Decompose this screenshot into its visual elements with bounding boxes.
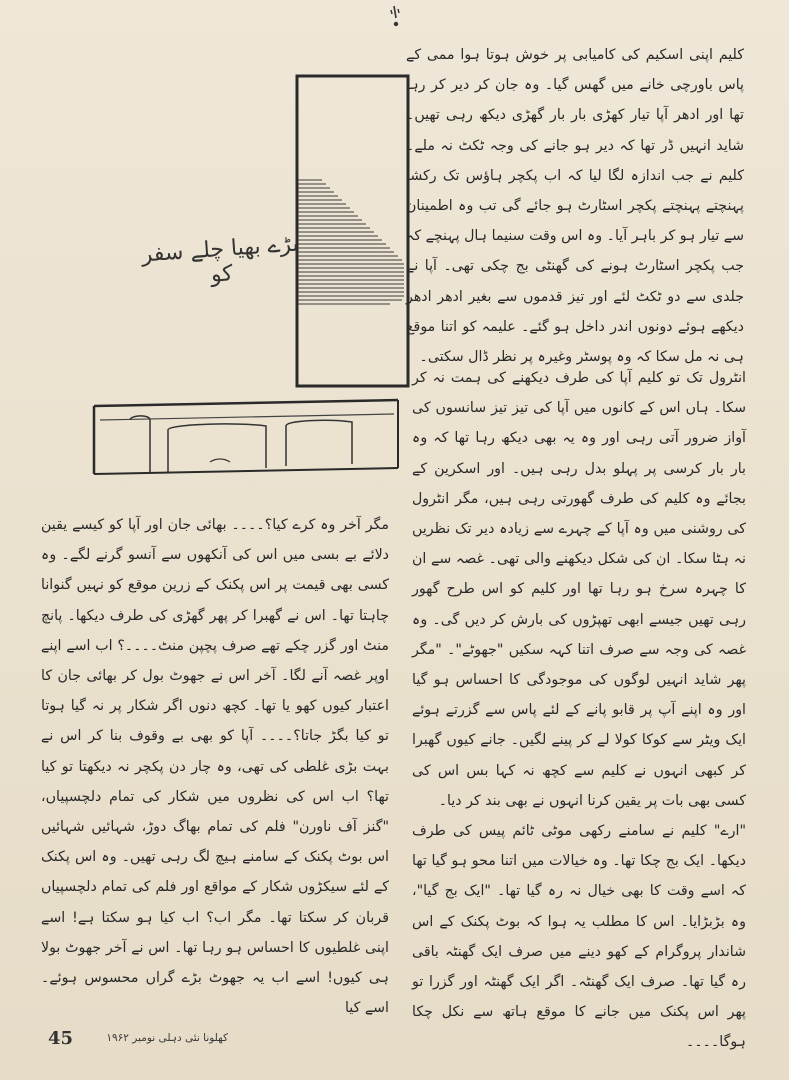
text-column-right-bottom: [412, 363, 746, 1058]
page-footer: [48, 1028, 268, 1052]
ink-mark-icon: [380, 4, 410, 32]
text-column-right-top: [406, 40, 744, 372]
paragraph: کلیم اپنی اسکیم کی کامیابی پر خوش ہوتا ہوا ممی کے پاس باورچی خانے میں گھس گیا۔ وہ جان کر دیر کر رہا تھا اور ادھر آپا تیار کھڑی بار بار گھڑی دیکھ رہی تھیں۔ شاید انہیں ڈر تھا کہ دیر ہو جانے کی وجہ ٹکٹ نہ ملے۔ کلیم نے جب اندازہ لگا لیا کہ اب پکچر ہاؤس تک رکشا پہنچتے پہنچتے پکچر اسٹارٹ ہو جائے گی تب وہ اطمینان سے تیار ہو کر باہر آیا۔ وہ اس وقت سنیما ہال پہنچے کہ جب پکچر اسٹارٹ ہونے کی گھنٹی بج چکی تھی۔ آپا نے جلدی سے دو ٹکٹ لئے اور تیز قدموں سے بغیر ادھر ادھر دیکھے ہوئے دونوں اندر داخل ہو گئے۔ علیمہ کو اتنا موقع ہی نہ مل سکا کہ وہ پوسٹر وغیرہ پر نظر ڈال سکتی۔: [406, 47, 744, 366]
text-column-left: [41, 510, 389, 1023]
paragraph: انٹرول تک تو کلیم آپا کی طرف دیکھنے کی ہمت نہ کر سکا۔ ہاں اس کے کانوں میں آپا کی تیز تیز سانسوں کی آواز ضرور آتی رہی اور وہ یہ بھی دیکھ رہا تھا کہ وہ بار بار کرسی پر پہلو بدل رہی ہیں۔ اور اسکرین کے بجائے وہ کلیم کی طرف گھورتی رہی ہیں، مگر انٹرول کی روشنی میں وہ آپا کے چہرے سے زیادہ دیر تک نظریں نہ ہٹا سکا۔ ان کی شکل دیکھنے والی تھی۔ غصہ سے ان کا چہرہ سرخ ہو رہا تھا اور کلیم کو اس طرح گھور رہی تھیں جیسے ابھی تھپڑوں کی بارش کر دیں گی۔ وہ غصہ کی وجہ سے صرف اتنا کہہ سکیں "جھوٹے"۔ "مگر پھر شاید انہیں لوگوں کی موجودگی کا احساس ہو گیا اور وہ اپنے آپ پر قابو پانے کے لئے پاس سے گزرتے ہوئے ایک ویٹر سے کوکا کولا لے کر پینے لگیں۔ جانے کیوں گھبرا کر کبھی انہوں نے کلیم سے کچھ نہ کہا بس اس کی کسی بھی بات پر یقین کرنا انہوں نے بھی بند کر دیا۔: [412, 370, 746, 809]
page-number: 45: [48, 1028, 74, 1049]
magazine-issue: کھلونا نئی دہلی نومبر ۱۹۶۲: [106, 1032, 228, 1044]
paragraph: "ارے" کلیم نے سامنے رکھی موٹی ٹائم پیس کی طرف دیکھا۔ ایک بج چکا تھا۔ وہ خیالات میں اتنا محو ہو گیا تھا کہ اسے وقت کا بھی خیال نہ رہ گیا تھا۔ "ایک بج گیا"، وہ بڑبڑایا۔ اس کا مطلب یہ ہوا کہ بوٹ پکنک کے اس شاندار پروگرام کے کھو دینے میں صرف ایک گھنٹہ باقی رہ گیا تھا۔ صرف ایک گھنٹہ۔ اگر ایک گھنٹہ اور گزرا تو پھر اس پکنک میں جانے کا موقع ہاتھ سے نکل چکا ہوگا۔۔۔۔: [412, 823, 746, 1051]
story-title: بڑے بھیا چلے سفر کو: [140, 231, 300, 288]
paragraph: مگر آخر وہ کرے کیا؟۔۔۔۔ بھائی جان اور آپا کو کیسے یقین دلائے بے بسی میں اس کی آنکھوں سے آنسو گرنے لگے۔ وہ کسی بھی قیمت پر اس پکنک کے زرین موقع کو نہیں گنوانا چاہتا تھا۔ اس نے گھبرا کر پھر گھڑی کی طرف دیکھا۔ پانچ منٹ اور گزر چکے تھے صرف پچپن منٹ۔۔۔۔؟ اب اسے اپنے اوپر غصہ آنے لگا۔ آخر اس نے جھوٹ بول کر بھائی جان کا اعتبار کیوں کھو یا تھا۔ کچھ دنوں اگر شکار پر نہ گیا ہوتا تو کیا بگڑ جاتا؟۔۔۔۔ آپا کو بھی بے وقوف بنا کر اس نے بہت بڑی غلطی کی تھی، وہ چار دن پکچر نہ دیکھتا تو کیا تھا؟ اب اس کی نظروں میں شکار کی تمام دلچسپیاں، "گنز آف ناورن" فلم کی تمام بھاگ دوڑ، شہائیں شہائیں اس بوٹ پکنک کے سامنے ہیچ لگ رہی تھیں۔ وہ اس پکنک کے لئے سیکڑوں شکار کے مواقع اور فلم کی تمام دلچسپیاں قربان کر سکتا تھا۔ مگر اب؟ اب کیا ہو سکتا ہے! اسے اپنی غلطیوں کا احساس ہو رہا تھا۔ اس نے آخر جھوٹ بولا ہی کیوں! اسے اب یہ جھوٹ بڑے گراں محسوس ہوئے۔ اسے کیا: [41, 517, 389, 1017]
